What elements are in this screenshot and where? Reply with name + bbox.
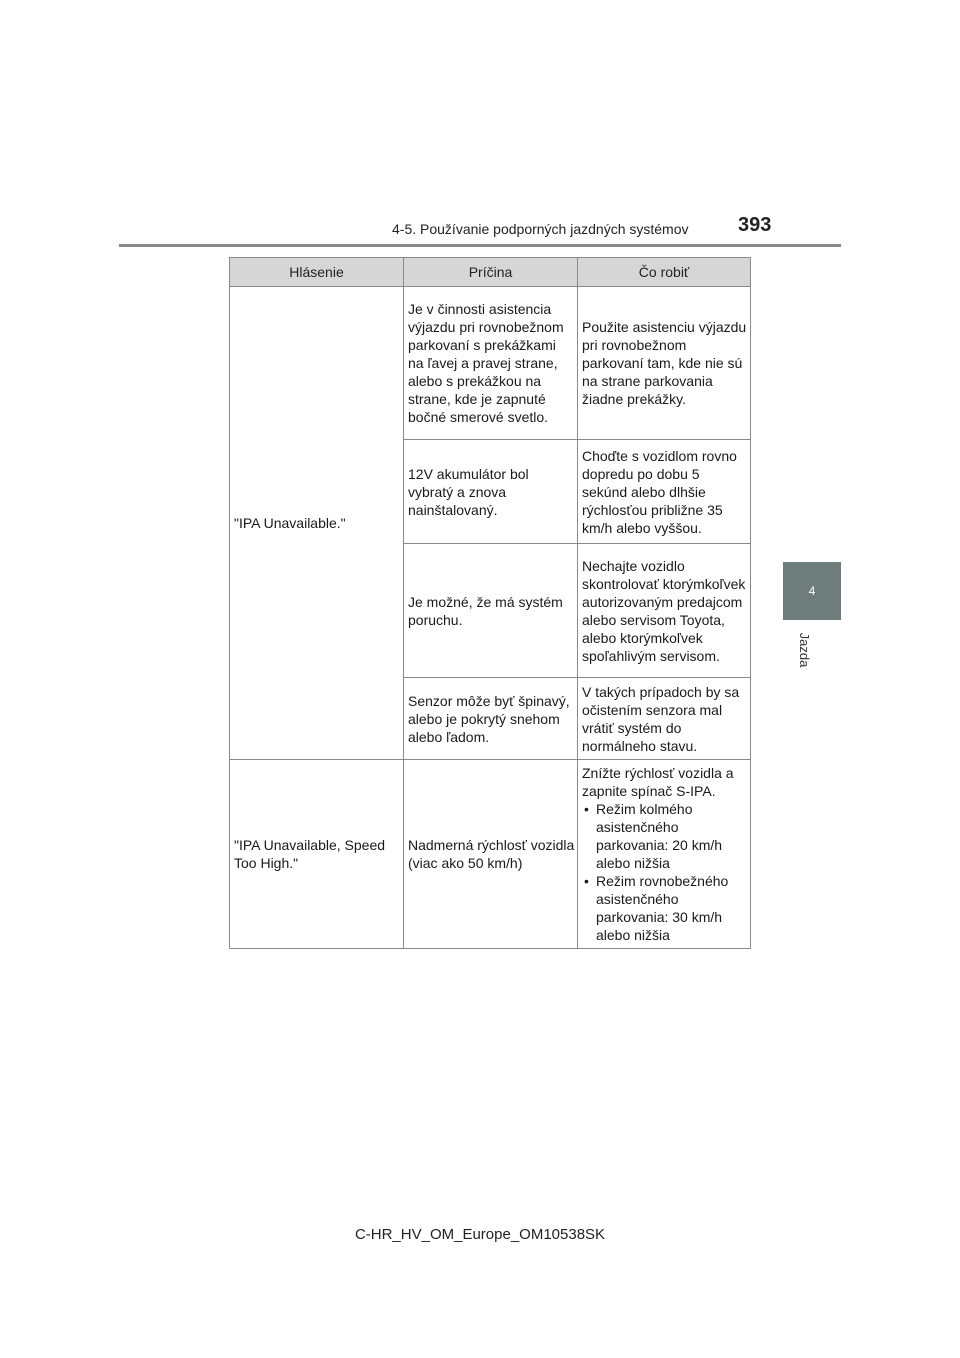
table-row [230,287,751,440]
section-title: 4-5. Používanie podporných jazdných systémov [392,221,689,237]
document-code: C-HR_HV_OM_Europe_OM10538SK [354,1226,606,1243]
cause-cell: Nadmerná rýchlosť vozidla (viac ako 50 km/h) [404,760,578,949]
cause-cell: Je v činnosti asistencia výjazdu pri rovnobežnom parkovaní s prekážkami na ľavej a pravej strane, alebo s prekážkou na strane, kde je zapnuté bočné smerové svetlo. [404,287,578,440]
action-cell: Použite asistenciu výjazdu pri rovnobežnom parkovaní tam, kde nie sú na strane parkovania žiadne prekážky. [578,287,751,440]
cause-cell: 12V akumulátor bol vybratý a znova nainštalovaný. [404,440,578,544]
page-number: 393 [738,214,772,236]
action-bullet: • Režim kolmého asistenčného parkovania: 20 km/h alebo nižšia [582,800,748,872]
action-cell: Nechajte vozidlo skontrolovať ktorýmkoľvek autorizovaným predajcom alebo servisom Toyota, alebo ktorýmkoľvek spoľahlivým servisom. [578,544,751,678]
chapter-label: Jazda [797,632,812,668]
header-divider [119,244,841,247]
header-message: Hlásenie [230,258,404,287]
table-row [230,760,751,949]
action-bullet-list [582,800,748,944]
action-cell [578,760,751,949]
message-cell: "IPA Unavailable." [230,287,404,760]
cause-cell: Senzor môže byť špinavý, alebo je pokrytý snehom alebo ľadom. [404,678,578,760]
cause-cell: Je možné, že má systém poruchu. [404,544,578,678]
message-cell: "IPA Unavailable, Speed Too High." [230,760,404,949]
header-cause: Príčina [404,258,578,287]
action-cell: Choďte s vozidlom rovno dopredu po dobu 5 sekúnd alebo dlhšie rýchlosťou približne 35 km/h alebo vyššou. [578,440,751,544]
table-header-row [230,258,751,287]
header-action: Čo robiť [578,258,751,287]
action-bullet: • Režim rovnobežného asistenčného parkovania: 30 km/h alebo nižšia [582,872,748,944]
action-intro: Znížte rýchlosť vozidla a zapnite spínač S-IPA. [582,765,734,799]
message-table [229,257,751,949]
action-cell: V takých prípadoch by sa očistením senzora mal vrátiť systém do normálneho stavu. [578,678,751,760]
chapter-number: 4 [808,584,816,598]
chapter-tab [783,562,841,620]
